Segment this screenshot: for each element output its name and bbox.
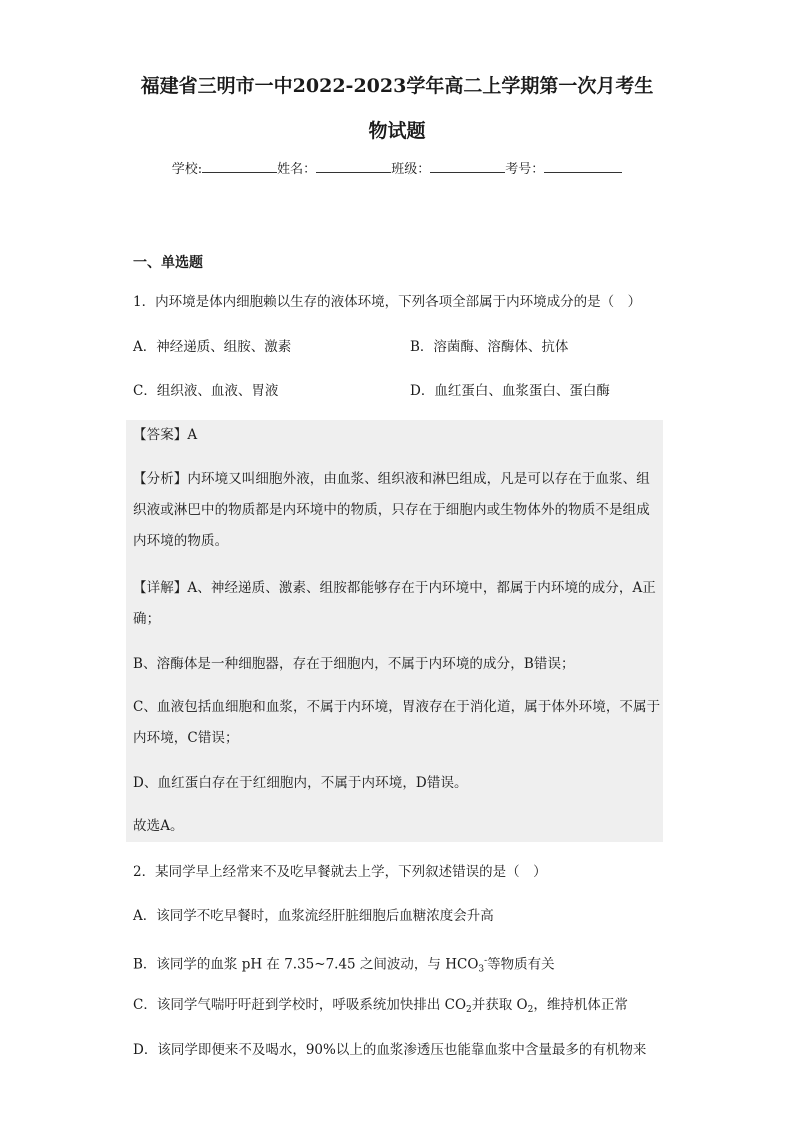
q2-option-b-sub: 3 bbox=[478, 964, 485, 975]
q1-stem: 1．内环境是体内细胞赖以生存的液体环境，下列各项全部属于内环境成分的是（ ） bbox=[133, 294, 642, 310]
exam-no-blank[interactable] bbox=[544, 158, 622, 173]
q1-option-c: C．组织液、血液、胃液 bbox=[133, 383, 279, 399]
answer-tag: 【答案】 bbox=[133, 427, 188, 443]
analysis-tag: 【分析】 bbox=[133, 471, 188, 487]
q1-conclusion: 故选A。 bbox=[133, 818, 184, 834]
q2-option-b-sup: - bbox=[484, 956, 488, 966]
document-title bbox=[120, 64, 674, 154]
name-label: 姓名： bbox=[277, 162, 317, 177]
q2-option-c-post: ，维持机体正常 bbox=[533, 997, 628, 1013]
q1-option-a: A．神经递质、组胺、激素 bbox=[133, 339, 292, 355]
q1-option-b: B．溶菌酶、溶酶体、抗体 bbox=[410, 339, 569, 355]
title-line-2: 物试题 bbox=[368, 120, 426, 142]
q2-option-a: A．该同学不吃早餐时，血浆流经肝脏细胞后血糖浓度会升高 bbox=[133, 908, 494, 924]
title-line-1: 福建省三明市一中2022-2023学年高二上学期第一次月考生 bbox=[140, 75, 654, 97]
class-label: 班级： bbox=[391, 162, 431, 177]
q1-analysis bbox=[133, 464, 661, 557]
q1-detail-d: D、血红蛋白存在于红细胞内，不属于内环境，D错误。 bbox=[133, 775, 468, 791]
q1-option-d: D．血红蛋白、血浆蛋白、蛋白酶 bbox=[410, 383, 610, 399]
class-blank[interactable] bbox=[430, 158, 505, 173]
q2-option-c-sub2: 2 bbox=[527, 1005, 534, 1015]
answer-value: A bbox=[187, 427, 198, 443]
q1-detail-b: B、溶酶体是一种细胞器，存在于细胞内，不属于内环境的成分，B错误； bbox=[133, 656, 575, 672]
q2-option-c-sub1: 2 bbox=[466, 1005, 472, 1015]
student-info-row bbox=[0, 158, 794, 180]
q2-option-b-post: 等物质有关 bbox=[487, 956, 555, 973]
q2-option-c-pre: C．该同学气喘吁吁赶到学校时，呼吸系统加快排出 CO bbox=[133, 997, 467, 1013]
section-title: 一、单选题 bbox=[133, 255, 203, 271]
q2-option-c bbox=[133, 995, 628, 1020]
q1-detail-c: C、血液包括血细胞和血浆，不属于内环境，胃液存在于消化道，属于体外环境，不属于内环境，C错误； bbox=[133, 699, 661, 746]
q1-detail-a bbox=[133, 573, 661, 635]
exam-no-label: 考号： bbox=[505, 162, 545, 177]
school-label: 学校: bbox=[171, 162, 203, 177]
q2-option-b-pre: B．该同学的血浆 pH 在 7.35~7.45 之间波动，与 HCO bbox=[133, 956, 479, 973]
q2-option-d: D．该同学即便来不及喝水，90%以上的血浆渗透压也能靠血浆中含量最多的有机物来 bbox=[133, 1042, 647, 1058]
detail-tag: 【详解】 bbox=[133, 580, 188, 596]
q2-option-b bbox=[133, 951, 555, 980]
analysis-text: 内环境又叫细胞外液，由血浆、组织液和淋巴组成，凡是可以存在于血浆、组织液或淋巴中的物质都是内环境中的物质，只存在于细胞内或生物体外的物质不是组成内环境的物质。 bbox=[133, 471, 650, 549]
school-blank[interactable] bbox=[202, 158, 277, 173]
name-blank[interactable] bbox=[316, 158, 391, 173]
q2-option-c-mid: 并获取 O bbox=[471, 997, 528, 1013]
detail-a-text: A、神经递质、激素、组胺都能够存在于内环境中，都属于内环境的成分，A正确； bbox=[133, 580, 656, 627]
q2-stem: 2．某同学早上经常来不及吃早餐就去上学，下列叙述错误的是（ ） bbox=[133, 864, 547, 880]
q1-answer bbox=[133, 420, 661, 451]
